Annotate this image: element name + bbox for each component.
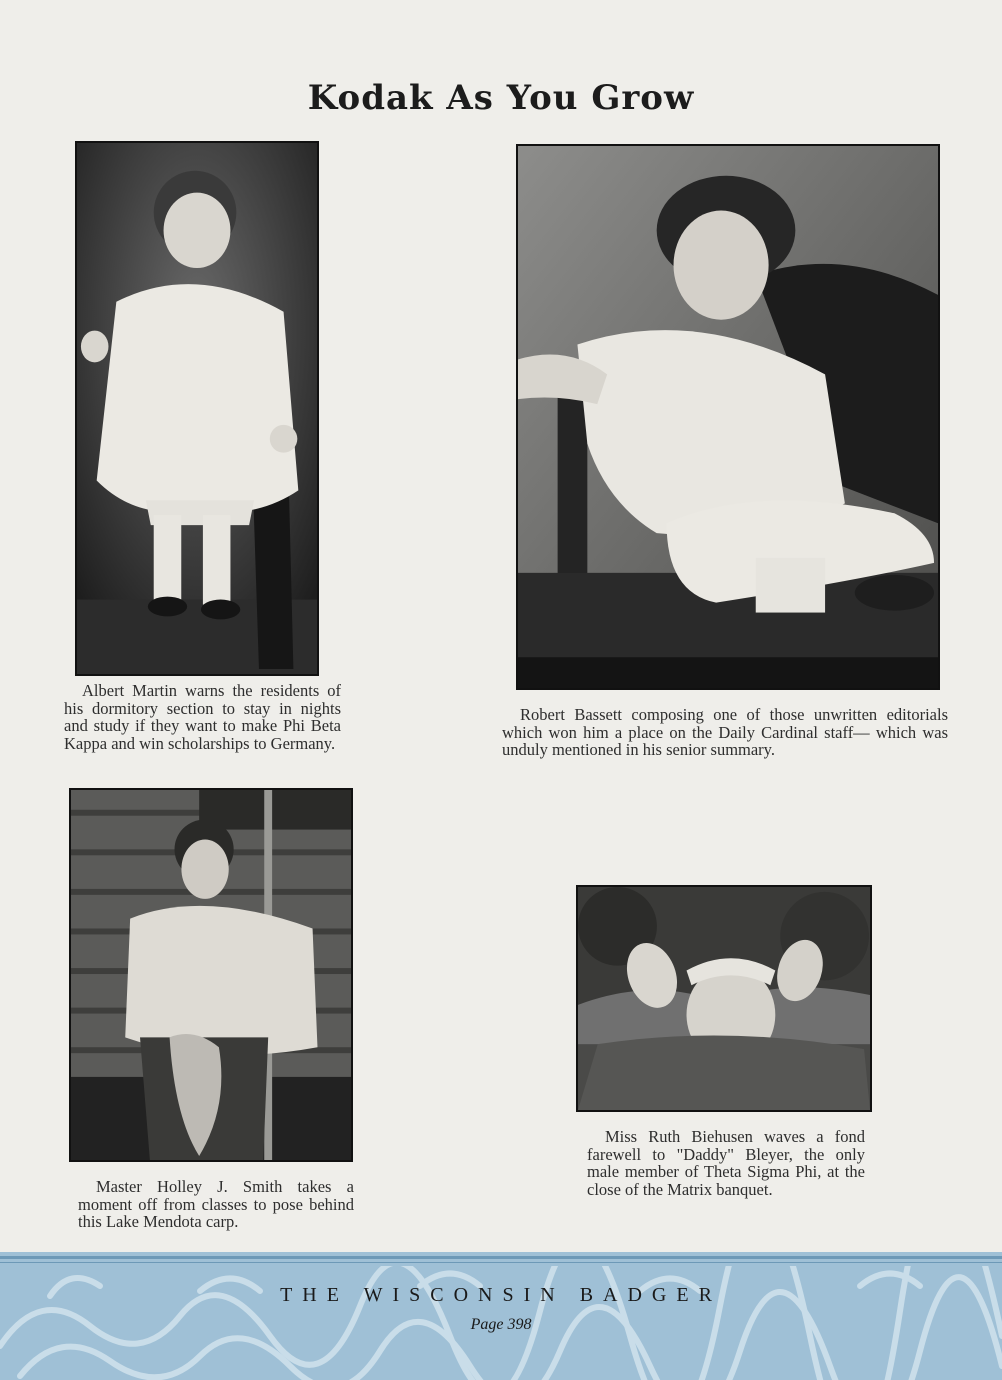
page-title: Kodak As You Grow <box>307 78 695 118</box>
footer-rule <box>0 1256 1002 1259</box>
page-number: Page 398 <box>470 1316 532 1333</box>
caption-albert-martin: Albert Martin warns the residents of his dormitory section to stay in nights and study if they want to make Phi Beta Kappa and win scholarships to Germany. <box>64 681 341 753</box>
photo-ruth-biehusen <box>576 885 872 1112</box>
publication-title: THE WISCONSIN BADGER <box>280 1284 722 1306</box>
caption-holley-smith: Master Holley J. Smith takes a moment off from classes to pose behind this Lake Mendota carp. <box>78 1177 354 1231</box>
caption-robert-bassett: Robert Bassett composing one of those unwritten editorials which won him a place on the Daily Cardinal staff— which was unduly mentioned in his senior summary. <box>502 705 948 759</box>
photo-robert-bassett <box>516 144 940 690</box>
footer-rule-thin <box>0 1262 1002 1263</box>
photo-albert-martin <box>75 141 319 676</box>
photo-holley-smith <box>69 788 353 1162</box>
caption-ruth-biehusen: Miss Ruth Biehusen waves a fond farewell to "Daddy" Bleyer, the only male member of Theta Sigma Phi, at the close of the Matrix banquet. <box>587 1127 865 1199</box>
